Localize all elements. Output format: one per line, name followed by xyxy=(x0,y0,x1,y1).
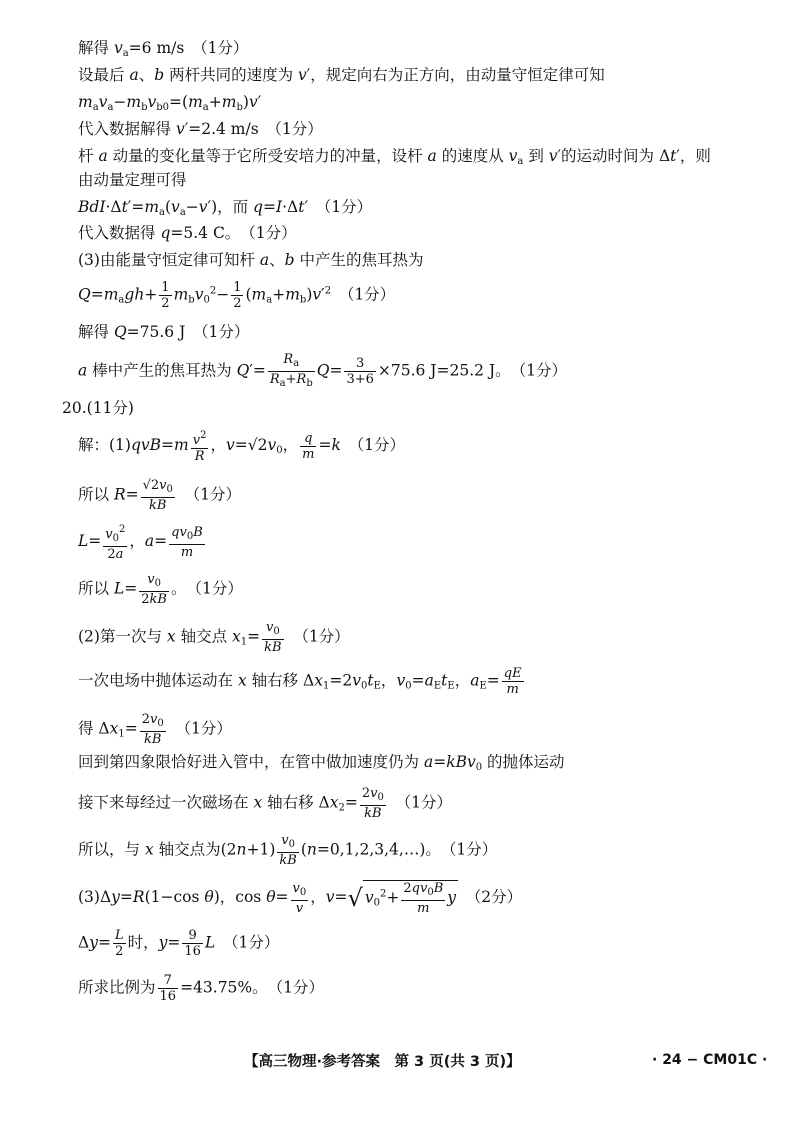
solution-line-5: 杆 a 动量的变化量等于它所受安培力的冲量，设杆 a 的速度从 $v_a$ 到 v′的运动时间为 Δt′，则 xyxy=(78,147,711,167)
solution-line-10: $Q=m_agh+$ $\frac{1}{2}$ $m_bv_0^2-$ $\frac{1}{2}$ $(m_a+m_b)v'^2$ （1分） xyxy=(78,280,396,311)
solution-line-16: L= $\frac{v_0^2}{2a}$ ，a= $\frac{qv_0B}{m}$ xyxy=(78,524,203,562)
solution-line-6: 由动量定理可得 xyxy=(78,171,187,189)
solution-line-22: 接下来每经过一次磁场在 x 轴右移 $\Delta x_2=$ $\frac{2v_0}{kB}$ （1分） xyxy=(78,786,453,821)
solution-line-17: 所以 L= $\frac{v_0}{2kB}$ 。 （1分） xyxy=(78,572,243,607)
solution-line-12: a 棒中产生的焦耳热为 Q′= $\frac{R_a}{R_a+R_b}$ Q= $\frac{3}{3+6}$ ×75.6 J=25.2 J。 （1分） xyxy=(78,352,568,389)
document-code: · 24 − CM01C · xyxy=(652,1052,768,1068)
solution-line-19: 一次电场中抛体运动在 x 轴右移 $\Delta x_1=2v_0t_E$，$v_0=a_Et_E$，$a_E=$ $\frac{qE}{m}$ xyxy=(78,666,522,697)
solution-line-15: 所以 R= $\frac{√2v_0}{kB}$ （1分） xyxy=(78,478,242,513)
solution-line-2: 设最后 a、b 两杆共同的速度为 v′，规定向右为正方向，由动量守恒定律可知 xyxy=(78,66,605,84)
solution-line-26: 所求比例为 $\frac{7}{16}$ =43.75%。 （1分） xyxy=(78,973,325,1004)
solution-line-14: 解：(1)qvB=m $\frac{v^2}{R}$ ，$v=√2v_0$， $\frac{q}{m}$ =k （1分） xyxy=(78,430,406,464)
solution-line-21: 回到第四象限恰好进入管中，在管中做加速度仍为 a=kBv$_0$ 的抛体运动 xyxy=(78,753,565,773)
solution-line-9: (3)由能量守恒定律可知杆 a、b 中产生的焦耳热为 xyxy=(78,251,424,269)
solution-line-7: $BdI\cdot\Delta t'=m_a(v_a-v')$，而 q=I·Δt′ （1分） xyxy=(78,198,373,218)
question-number: 20.(11分) xyxy=(62,399,134,417)
solution-line-11: 解得 Q=75.6 J （1分） xyxy=(78,323,250,341)
solution-line-25: Δy= $\frac{L}{2}$ 时，y= $\frac{9}{16}$ L （1分） xyxy=(78,928,280,959)
solution-line-3: $m_av_a-m_bv_{b0}=(m_a+m_b)v'$ xyxy=(78,93,262,113)
solution-line-4: 代入数据解得 v′=2.4 m/s （1分） xyxy=(78,120,323,138)
solution-line-24: (3)Δy=R(1−cos θ)，cos θ= $\frac{v_0}{v}$ ，v=√ $v_0^2+$ $\frac{2qv_0B}{m}$ y （2分） xyxy=(78,880,523,916)
page-footer: 【高三物理·参考答案 第 3 页(共 3 页)】 xyxy=(244,1054,521,1070)
solution-line-8: 代入数据得 q=5.4 C。 （1分） xyxy=(78,224,297,242)
solution-line-18: (2)第一次与 x 轴交点 $x_1=$ $\frac{v_0}{kB}$ （1分） xyxy=(78,620,350,655)
solution-line-20: 得 $\Delta x_1=$ $\frac{2v_0}{kB}$ （1分） xyxy=(78,712,232,747)
solution-line-1: 解得 $v_a=6$ m/s （1分） xyxy=(78,39,249,59)
solution-line-23: 所以，与 x 轴交点为(2n+1) $\frac{v_0}{kB}$ (n=0,1,2,3,4,…)。 （1分） xyxy=(78,833,498,868)
